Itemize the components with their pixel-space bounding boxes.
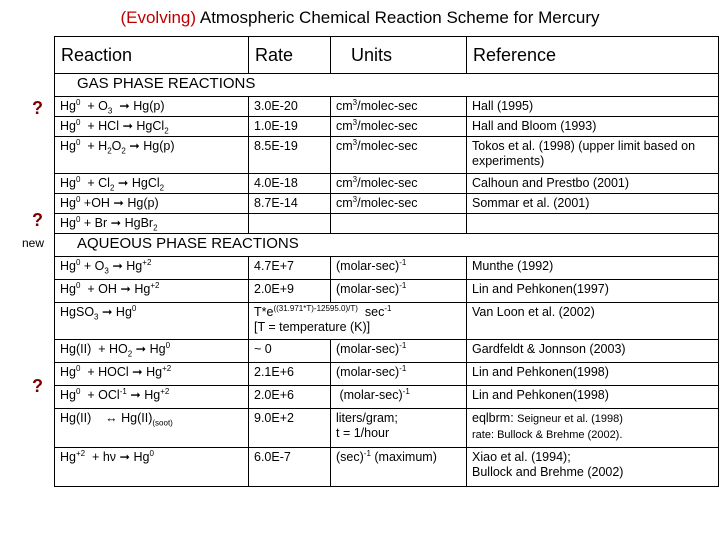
section-aqueous-row — [55, 234, 719, 257]
rate-cell: 9.0E+2 — [249, 409, 331, 448]
table-row — [55, 363, 719, 386]
rate-cell: 8.7E-14 — [249, 194, 331, 214]
table-row — [55, 303, 719, 340]
rate-cell: $T*e^{((31.971*T)-12595.0)/T)}$ $\sec^{-1}$ [T = temperature (K)] — [249, 303, 467, 340]
units-cell: $(\sec)^{-1}$ (maximum) — [331, 448, 467, 487]
rate-cell: 2.0E+6 — [249, 386, 331, 409]
table-row — [55, 117, 719, 137]
reaction-table — [54, 36, 719, 487]
reaction-cell: HgSO$_3$ ➞ Hg$^0$ — [55, 303, 249, 340]
reference-cell: Gardfeldt & Jonnson (2003) — [467, 340, 719, 363]
reference-cell — [467, 214, 719, 234]
reaction-cell: $Hg(II) + HO_2$ ➞ Hg$^0$ — [55, 340, 249, 363]
units-cell: (molar-sec)$^{-1}$ — [331, 340, 467, 363]
units-cell: $cm^3/molec-\sec$ — [331, 117, 467, 137]
header-rate: Rate — [249, 37, 331, 74]
table-row — [55, 214, 719, 234]
aqueous-phase-rows — [55, 257, 719, 487]
table-row — [55, 174, 719, 194]
table-row — [55, 448, 719, 487]
section-gas: GAS PHASE REACTIONS — [55, 74, 719, 97]
rate-cell: 2.0E+9 — [249, 280, 331, 303]
reference-cell: Xiao et al. (1994); Bullock and Brehme (2002) — [467, 448, 719, 487]
rate-cell: 3.0E-20 — [249, 97, 331, 117]
reference-cell: Hall (1995) — [467, 97, 719, 117]
table-row — [55, 257, 719, 280]
question-marker-hg-oh: ? — [32, 210, 43, 230]
reaction-cell: Hg$^0$ + HOCl ➞ $Hg^{+2}$ — [55, 363, 249, 386]
reference-cell: Tokos et al. (1998) (upper limit based on experiments) — [467, 137, 719, 174]
table-row — [55, 97, 719, 117]
reaction-cell: $Hg^{+2} + h\nu$ ➞ Hg$^0$ — [55, 448, 249, 487]
units-cell: (molar-sec)$^{-1}$ — [331, 257, 467, 280]
header-reaction: Reaction — [55, 37, 249, 74]
rate-cell: 4.0E-18 — [249, 174, 331, 194]
reference-cell: Lin and Pehkonen(1998) — [467, 363, 719, 386]
header-reference: Reference — [467, 37, 719, 74]
reaction-cell: $Hg^0 + Br$ ➞ HgBr$_2$ — [55, 214, 249, 234]
reference-cell: Lin and Pehkonen(1998) — [467, 386, 719, 409]
reaction-cell: Hg$^0$ + OCl$^{-1}$ ➞ $Hg^{+2}$ — [55, 386, 249, 409]
units-cell: (molar-sec)$^{-1}$ — [331, 280, 467, 303]
section-gas-row — [55, 74, 719, 97]
header-units: Units — [331, 37, 467, 74]
section-aqueous: AQUEOUS PHASE REACTIONS — [55, 234, 719, 257]
new-marker-hg-br: new — [22, 236, 45, 250]
reference-cell: Sommar et al. (2001) — [467, 194, 719, 214]
units-cell — [331, 214, 467, 234]
table-row — [55, 340, 719, 363]
rate-cell: ~ 0 — [249, 340, 331, 363]
reference-cell: Van Loon et al. (2002) — [467, 303, 719, 340]
reference-cell: Calhoun and Prestbo (2001) — [467, 174, 719, 194]
page-title — [0, 8, 720, 28]
units-cell: (molar-sec)$^{-1}$ — [331, 386, 467, 409]
rate-cell: 4.7E+7 — [249, 257, 331, 280]
table-row — [55, 137, 719, 174]
units-cell: $cm^3/molec-\sec$ — [331, 174, 467, 194]
header-row — [55, 37, 719, 74]
reaction-cell: Hg$^0$ + HCl ➞ HgCl$_2$ — [55, 117, 249, 137]
reference-cell: eqlbrm: Seigneur et al. (1998) rate: Bullock & Brehme (2002). — [467, 409, 719, 448]
rate-cell: 8.5E-19 — [249, 137, 331, 174]
reference-cell: Munthe (1992) — [467, 257, 719, 280]
rate-cell: 2.1E+6 — [249, 363, 331, 386]
table-row — [55, 409, 719, 448]
title-main: Atmospheric Chemical Reaction Scheme for Mercury — [199, 8, 600, 27]
rate-cell: 6.0E-7 — [249, 448, 331, 487]
rate-cell — [249, 214, 331, 234]
reaction-cell: $Hg^0 + O_3$ ➞ $Hg^{+2}$ — [55, 257, 249, 280]
reaction-cell: $Hg^0 + O_3$ ➞ Hg(p) — [55, 97, 249, 117]
units-cell: $cm^3/molec-\sec$ — [331, 137, 467, 174]
units-cell: (molar-sec)$^{-1}$ — [331, 363, 467, 386]
question-marker-hg-o3: ? — [32, 98, 43, 118]
reaction-cell: $Hg^0 + H_2O_2$ ➞ Hg(p) — [55, 137, 249, 174]
reference-cell: Lin and Pehkonen(1997) — [467, 280, 719, 303]
table-row — [55, 386, 719, 409]
units-cell: liters/gram; t = 1/hour — [331, 409, 467, 448]
reaction-cell: $Hg^0 + Cl_2$ ➞ HgCl$_2$ — [55, 174, 249, 194]
units-cell: $cm^3/molec-\sec$ — [331, 97, 467, 117]
reference-cell: Hall and Bloom (1993) — [467, 117, 719, 137]
table-row — [55, 194, 719, 214]
reaction-cell: $Hg^0 +OH$ ➞ Hg(p) — [55, 194, 249, 214]
rate-cell: 1.0E-19 — [249, 117, 331, 137]
reaction-cell: Hg(II) ↔ $Hg(II)_{(soot)}$ — [55, 409, 249, 448]
question-marker-hg-ho2: ? — [32, 376, 43, 396]
title-evolving: (Evolving) — [120, 8, 197, 27]
reaction-cell: Hg$^0$ + OH ➞ $Hg^{+2}$ — [55, 280, 249, 303]
gas-phase-rows — [55, 97, 719, 234]
units-cell: $cm^3/molec-\sec$ — [331, 194, 467, 214]
table-row — [55, 280, 719, 303]
